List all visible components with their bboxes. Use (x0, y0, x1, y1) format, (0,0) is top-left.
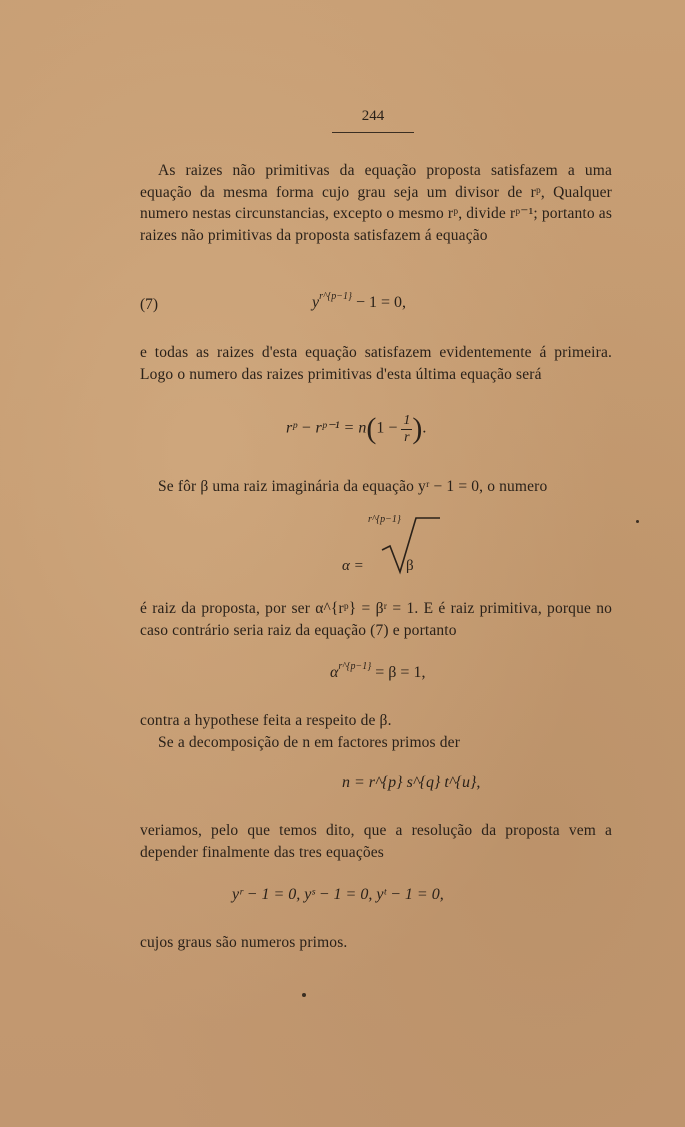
page-number: 244 (361, 108, 385, 124)
paragraph-8: cujos graus são numeros primos. (140, 934, 348, 951)
equation-alpha-base: α (330, 664, 339, 681)
page-number-rule (332, 132, 414, 133)
ink-speck (302, 993, 306, 997)
equation-7-base: y (312, 294, 320, 311)
equation-three: yʳ − 1 = 0, yˢ − 1 = 0, yᵗ − 1 = 0, (232, 886, 444, 903)
radical-beta: β (406, 558, 414, 574)
equation-7-rest: − 1 = 0, (355, 294, 407, 311)
paren-open: ( (366, 412, 377, 445)
paragraph-7: veriamos, pelo que temos dito, que a resolução da proposta vem a depender finalmente das tres equações (140, 822, 612, 861)
equation-7 (312, 291, 407, 312)
paragraph-5: contra a hypothese feita a respeito de β. (140, 712, 392, 729)
radical-expression (342, 510, 440, 580)
period: . (422, 419, 427, 437)
equation-count-one: 1 − (376, 419, 398, 437)
equation-count-lhs: rᵖ − rᵖ⁻¹ = n (286, 419, 367, 437)
paragraph-6: Se a decomposição de n em factores primos der (158, 734, 461, 751)
equation-alpha-exponent: r^{p−1} (338, 661, 372, 672)
equation-7-label: (7) (140, 296, 159, 313)
radical-alpha: α = (342, 558, 364, 574)
ink-speck (636, 520, 639, 523)
equation-7-exponent: r^{p−1} (319, 291, 352, 302)
fraction-numerator: 1 (403, 412, 411, 428)
paren-close: ) (412, 412, 423, 445)
radical-sign (360, 510, 440, 580)
equation-n: n = r^{p} s^{q} t^{u}, (342, 774, 481, 791)
fraction (401, 413, 412, 446)
radical-index: r^{p−1} (368, 514, 401, 525)
paragraph-2: e todas as raizes d'esta equação satisfazem evidentemente á primeira. Logo o numero das raizes primitivas d'esta última equação será (140, 344, 612, 383)
equation-primitive-count (286, 412, 426, 446)
paragraph-1: As raizes não primitivas da equação proposta satisfazem a uma equação da mesma forma cujo grau seja um divisor de rᵖ, Qualquer numero nestas circunstancias, excepto o mesmo rᵖ, divide rᵖ⁻¹; portanto as raizes não primitivas da proposta satisfazem á equação (140, 162, 612, 244)
paragraph-4: é raiz da proposta, por ser α^{rᵖ} = βʳ = 1. E é raiz primitiva, porque no caso contrário seria raiz da equação (7) e portanto (140, 600, 612, 639)
paragraph-3: Se fôr β uma raiz imaginária da equação yʳ − 1 = 0, o numero (158, 478, 548, 495)
equation-alpha (330, 661, 426, 682)
equation-alpha-rest: = β = 1, (375, 664, 426, 681)
fraction-denominator: r (404, 429, 410, 445)
